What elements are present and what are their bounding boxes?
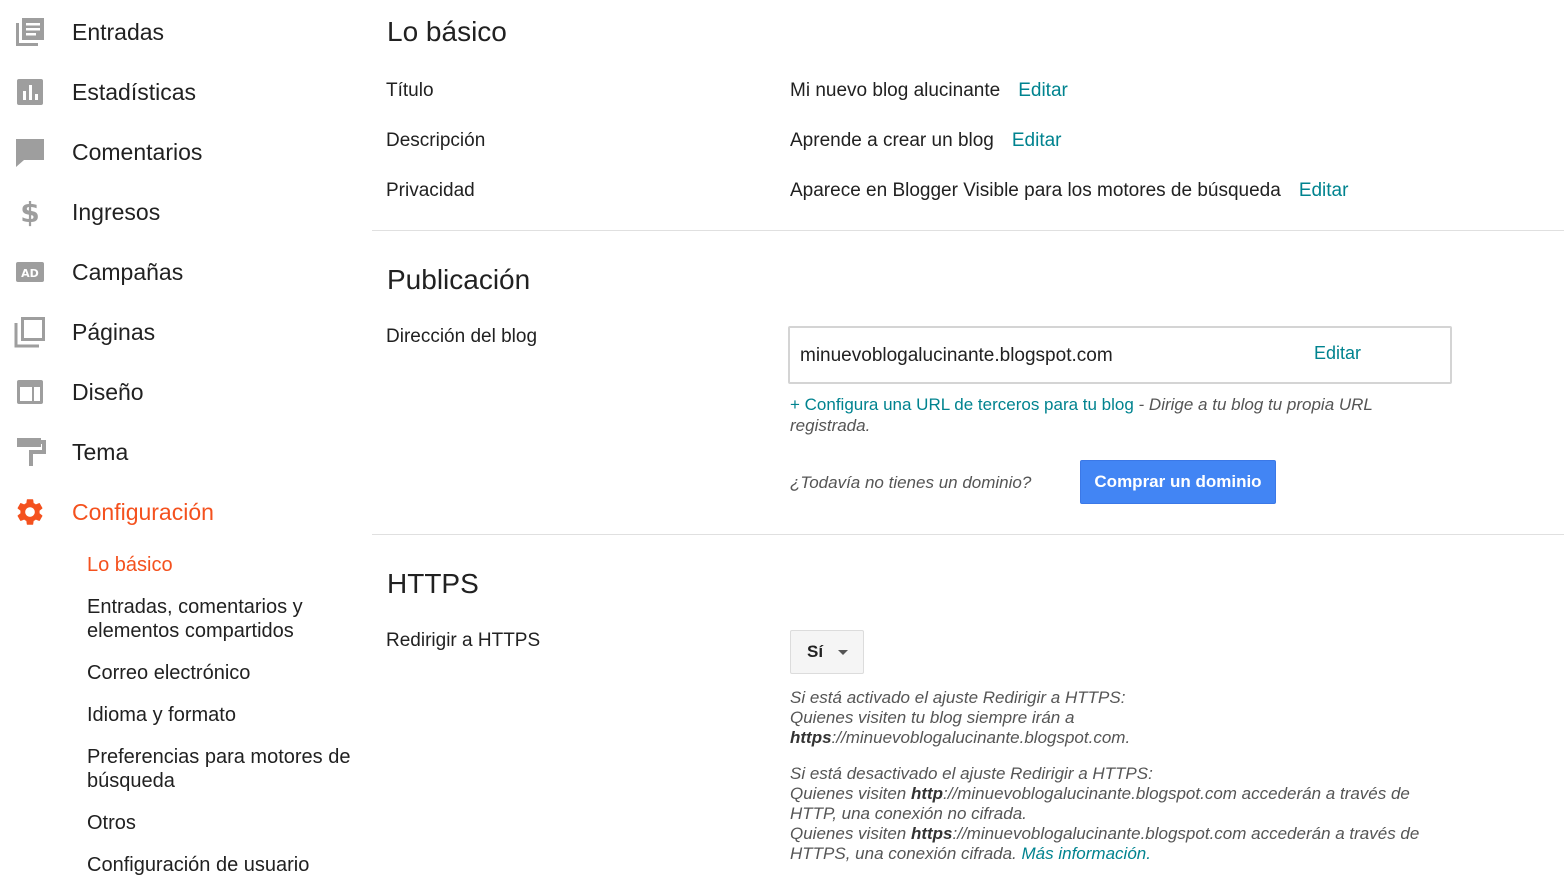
chevron-down-icon xyxy=(838,650,848,655)
subnav-item-correo[interactable]: Correo electrónico xyxy=(87,662,251,684)
https-off-line2-bold: https xyxy=(910,824,953,843)
privacy-value xyxy=(790,180,1348,202)
section-title-https: HTTPS xyxy=(387,568,479,599)
edit-description-link[interactable]: Editar xyxy=(1011,130,1062,151)
https-off-line1-post: ://minuevoblogalucinante.blogspot.com accederán a través de HTTP, una conexión no cifrada. xyxy=(790,784,1410,823)
section-title-publishing: Publicación xyxy=(387,264,531,295)
description-text: Aprende a crear un blog xyxy=(790,130,994,151)
edit-title-link[interactable]: Editar xyxy=(1018,80,1068,101)
section-title-basics: Lo básico xyxy=(387,16,507,47)
sidebar xyxy=(0,0,372,890)
https-off-line2 xyxy=(790,824,1460,864)
https-on-bold: https xyxy=(790,728,832,747)
custom-domain-hint: - Dirige a tu blog tu propia URL registrada. xyxy=(790,395,1373,435)
sidebar-item-label: Entradas xyxy=(72,18,165,45)
posts-icon xyxy=(14,16,46,48)
https-off-line2-pre: Quienes visiten xyxy=(790,824,911,843)
edit-address-link[interactable]: Editar xyxy=(1314,343,1362,363)
pages-icon xyxy=(14,316,46,348)
https-on-url xyxy=(790,728,1460,748)
sidebar-item-label: Comentarios xyxy=(72,138,203,165)
title-value xyxy=(790,80,1068,102)
blog-address-label: Dirección del blog xyxy=(386,326,538,347)
edit-privacy-link[interactable]: Editar xyxy=(1298,180,1349,201)
svg-text:AD: AD xyxy=(21,267,39,280)
layout-icon xyxy=(14,376,46,408)
section-divider xyxy=(372,534,1564,535)
gear-icon xyxy=(14,496,46,528)
stats-icon xyxy=(14,76,46,108)
https-on-heading: Si está activado el ajuste Redirigir a HTTPS: xyxy=(790,688,1126,707)
subnav-item-lo-basico[interactable]: Lo básico xyxy=(87,554,173,576)
buy-domain-button[interactable]: Comprar un dominio xyxy=(1080,460,1276,504)
custom-domain-note xyxy=(790,394,1450,436)
https-on-note xyxy=(790,688,1460,748)
subnav-item-otros[interactable]: Otros xyxy=(87,812,136,834)
https-on-rest: ://minuevoblogalucinante.blogspot.com. xyxy=(831,728,1131,747)
paint-roller-icon xyxy=(14,436,46,468)
comments-icon xyxy=(14,136,46,168)
description-label: Descripción xyxy=(386,130,486,151)
subnav-item-entradas-comentarios[interactable]: Entradas, comentarios y elementos compartidos xyxy=(87,596,303,642)
title-label: Título xyxy=(386,80,434,101)
ad-icon xyxy=(14,256,46,288)
sidebar-item-label: Configuración xyxy=(72,498,214,525)
https-off-note xyxy=(790,764,1460,864)
privacy-label: Privacidad xyxy=(386,180,475,201)
https-redirect-select[interactable] xyxy=(790,630,864,674)
section-divider xyxy=(372,230,1564,231)
https-off-line1 xyxy=(790,784,1460,824)
https-on-text: Quienes visiten tu blog siempre irán a xyxy=(790,708,1075,727)
dollar-icon xyxy=(14,196,46,228)
https-off-line1-bold: http xyxy=(910,784,944,803)
more-info-link[interactable]: Más información. xyxy=(1021,844,1151,863)
blog-address-value: minuevoblogalucinante.blogspot.com xyxy=(800,345,1113,366)
https-off-heading: Si está desactivado el ajuste Redirigir a HTTPS: xyxy=(790,764,1153,783)
svg-text:$: $ xyxy=(20,196,40,228)
https-redirect-value: Sí xyxy=(807,642,824,661)
sidebar-item-label: Tema xyxy=(72,438,129,465)
no-domain-question: ¿Todavía no tienes un dominio? xyxy=(790,473,1032,492)
https-redirect-label: Redirigir a HTTPS xyxy=(386,630,541,651)
sidebar-item-label: Diseño xyxy=(72,378,144,405)
sidebar-item-label: Campañas xyxy=(72,258,184,285)
subnav-item-motores-busqueda[interactable]: Preferencias para motores de búsqueda xyxy=(87,746,351,792)
subnav-item-usuario[interactable]: Configuración de usuario xyxy=(87,854,310,876)
privacy-text: Aparece en Blogger Visible para los motores de búsqueda xyxy=(790,180,1281,201)
sidebar-item-label: Páginas xyxy=(72,318,156,345)
https-off-line2-post: ://minuevoblogalucinante.blogspot.com accederán a través de HTTPS, una conexión cifrada. xyxy=(790,824,1420,863)
sidebar-item-label: Estadísticas xyxy=(72,78,196,105)
sidebar-item-label: Ingresos xyxy=(72,198,161,225)
https-off-line1-pre: Quienes visiten xyxy=(790,784,911,803)
title-text: Mi nuevo blog alucinante xyxy=(790,80,1001,101)
blog-address-box xyxy=(788,326,1452,384)
subnav-item-idioma[interactable]: Idioma y formato xyxy=(87,704,236,726)
custom-domain-link[interactable]: + Configura una URL de terceros para tu blog xyxy=(790,395,1134,414)
description-value xyxy=(790,130,1062,152)
settings-main xyxy=(372,0,1564,890)
